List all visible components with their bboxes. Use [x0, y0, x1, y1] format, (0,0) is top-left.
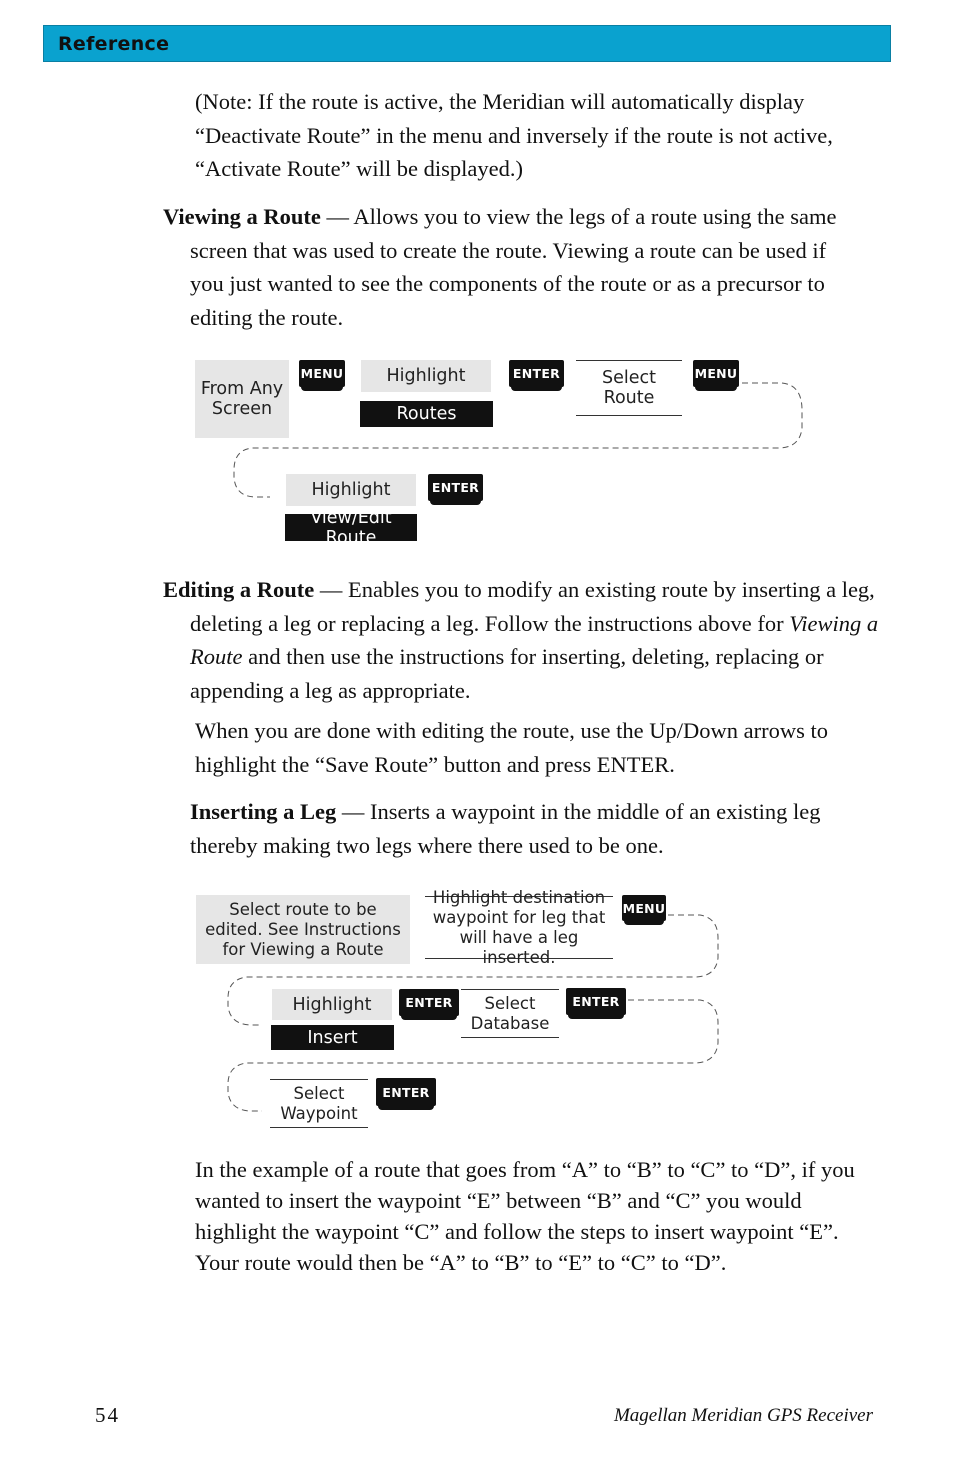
from-any-screen-label: From Any Screen [195, 360, 289, 438]
enter-key: ENTER [428, 474, 483, 501]
viewing-route-reference: Viewing a Route [190, 610, 879, 669]
viewing-route-text: — Allows you to view the legs of a route using the same screen that was used to create the route. Viewing a route can be used if you just wanted to see the components of the route or as a precursor to editing the route. [190, 204, 837, 330]
inserting-leg-text: — Inserts a waypoint in the middle of an existing leg thereby making two legs where there used to be one. [190, 799, 821, 858]
highlight-label: Highlight [272, 989, 392, 1020]
highlight-label: Highlight [361, 360, 491, 392]
enter-key: ENTER [566, 988, 626, 1015]
inserting-leg-term: Inserting a Leg [190, 799, 337, 824]
editing-route-text: — Enables you to modify an existing route by inserting a leg, deleting a leg or replacing a leg. Follow the instructions above for [190, 577, 875, 636]
routes-menu-item: Routes [360, 401, 493, 427]
highlight-label: Highlight [286, 474, 416, 506]
highlight-destination-label: Highlight destination waypoint for leg that will have a leg inserted. [425, 896, 613, 959]
insert-menu-item: Insert [271, 1025, 394, 1050]
section-title: Reference [58, 33, 170, 55]
viewing-route-term: Viewing a Route [163, 204, 321, 229]
select-route-label: Select Route [576, 360, 682, 416]
menu-key: MENU [299, 360, 345, 387]
enter-key: ENTER [376, 1078, 436, 1106]
menu-key: MENU [693, 360, 739, 387]
editing-route-text-2: and then use the instructions for inserting, deleting, replacing or appending a leg as appropriate. [190, 644, 824, 703]
enter-key: ENTER [509, 360, 564, 387]
select-waypoint-label: Select Waypoint [270, 1079, 368, 1128]
note-paragraph: (Note: If the route is active, the Meridian will automatically display “Deactivate Route” in the menu and inversely if the route is not active, “Activate Route” will be displayed.) [195, 89, 833, 181]
page-number: 54 [95, 1403, 120, 1427]
editing-route-term: Editing a Route [163, 577, 315, 602]
example-paragraph: In the example of a route that goes from “A” to “B” to “C” to “D”, if you wanted to insert the waypoint “E” between “B” and “C” you would highlight the waypoint “C” and follow the steps to insert waypoint “E”. Your route would then be “A” to “B” to “E” to “C” to “D”. [195, 1157, 855, 1275]
view-edit-route-menu-item: View/Edit Route [285, 514, 417, 541]
save-route-paragraph: When you are done with editing the route, use the Up/Down arrows to highlight the “Save Route” button and press ENTER. [195, 718, 828, 777]
menu-key: MENU [622, 895, 666, 921]
select-database-label: Select Database [461, 989, 559, 1038]
enter-key: ENTER [399, 989, 459, 1016]
book-title: Magellan Meridian GPS Receiver [613, 1405, 873, 1426]
select-route-to-edit-label: Select route to be edited. See Instructions for Viewing a Route [196, 895, 410, 964]
